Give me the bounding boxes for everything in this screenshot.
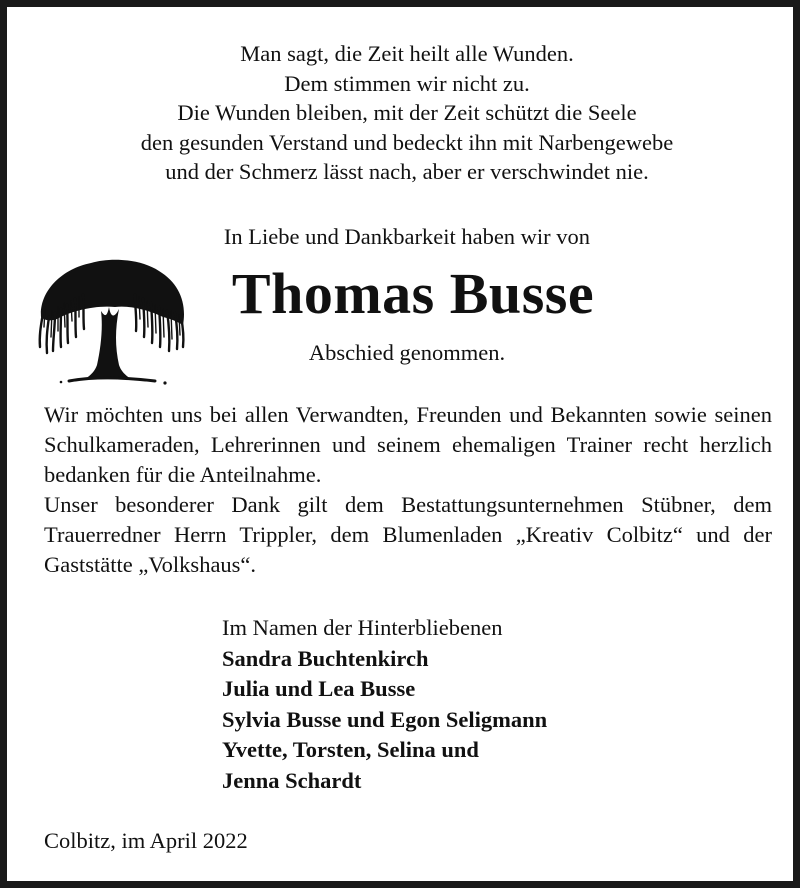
mourner-name: Yvette, Torsten, Selina und [222, 737, 479, 762]
thanks-paragraph: Wir möchten uns bei allen Verwandten, Freunden und Bekannten sowie seinen Schulkameraden, Lehrerinnen und seinem ehemaligen Trainer recht herzlich bedanken für die Anteilnahme. [44, 402, 772, 487]
poem-line: Die Wunden bleiben, mit der Zeit schützt die Seele [177, 100, 637, 125]
poem-line: Man sagt, die Zeit heilt alle Wunden. [240, 41, 574, 66]
intro-text: In Liebe und Dankbarkeit haben wir von [223, 224, 591, 249]
mourner-name: Jenna Schardt [222, 767, 362, 793]
mourner-name: Julia und Lea Busse [222, 676, 416, 701]
mourner-name: Sandra Buchtenkirch [222, 645, 429, 671]
weeping-willow-tree-icon [31, 247, 191, 389]
deceased-name: Thomas Busse [231, 261, 595, 326]
signature-lead: Im Namen der Hinterbliebenen [222, 615, 503, 640]
place-date: Colbitz, im April 2022 [44, 828, 248, 853]
signature-block [222, 613, 547, 796]
poem [7, 39, 800, 187]
mourner-name: Sylvia Busse und Egon Seligmann [222, 706, 548, 732]
thanks-text [44, 400, 772, 580]
poem-line: den gesunden Verstand und bedeckt ihn mit Narbengewebe [140, 129, 674, 155]
poem-line: und der Schmerz lässt nach, aber er verschwindet nie. [165, 159, 649, 184]
farewell-text: Abschied genommen. [308, 340, 506, 365]
thanks-paragraph: Unser besonderer Dank gilt dem Bestattungsunternehmen Stübner, dem Trauerredner Herrn Trippler, dem Blumenladen „Kreativ Colbitz“ und der Gaststätte „Volkshaus“. [44, 492, 772, 577]
poem-line: Dem stimmen wir nicht zu. [284, 70, 530, 96]
